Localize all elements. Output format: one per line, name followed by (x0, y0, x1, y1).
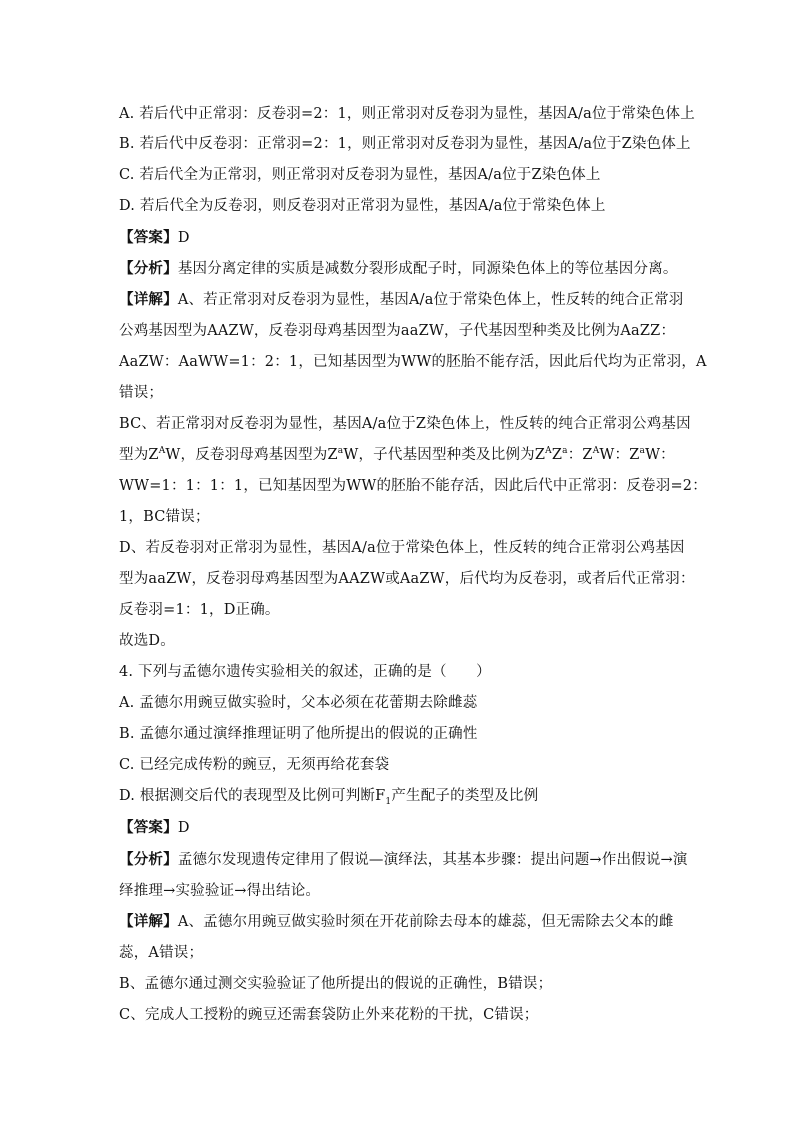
detail-tag: 【详解】 (119, 291, 178, 308)
q4-detail-line: 蕊，A错误； (119, 945, 204, 961)
q3-detail-line: 公鸡基因型为AAZW，反卷羽母鸡基因型为aaZW，子代基因型种类及比例为AaZZ： (119, 323, 676, 339)
q4-stem: 4. 下列与孟德尔遗传实验相关的叙述，正确的是（ ） (119, 664, 491, 680)
q3-detail-line: WW=1：1：1：1，已知基因型为WW的胚胎不能存活，因此后代中正常羽：反卷羽=2： (119, 478, 707, 494)
q3-option-d: D. 若后代全为反卷羽，则反卷羽对正常羽为显性，基因A/a位于常染色体上 (119, 198, 606, 214)
analysis-text: 基因分离定律的实质是减数分裂形成配子时，同源染色体上的等位基因分离。 (177, 261, 678, 277)
q4-detail-line (119, 912, 679, 932)
analysis-tag: 【分析】 (119, 260, 178, 277)
answer-tag: 【答案】 (119, 229, 178, 246)
q3-option-b: B. 若后代中反卷羽：正常羽=2：1，则正常羽对反卷羽为显性，基因A/a位于Z染色体上 (119, 136, 691, 152)
answer-value: D (177, 820, 190, 836)
analysis-tag: 【分析】 (119, 851, 178, 868)
q4-answer (119, 818, 679, 838)
q3-answer (119, 228, 679, 248)
q3-conclusion: 故选D。 (119, 633, 175, 649)
q4-option-c: C. 已经完成传粉的豌豆，无须再给花套袋 (119, 757, 390, 773)
q3-detail-line: AaZW：AaWW=1：2：1，已知基因型为WW的胚胎不能存活，因此后代均为正常羽，A (119, 354, 707, 370)
q4-analysis-line: 绎推理→实验验证→得出结论。 (119, 883, 321, 899)
q4-detail-line: B、孟德尔通过测交实验验证了他所提出的假说的正确性，B错误； (119, 976, 553, 992)
detail-tag: 【详解】 (119, 913, 178, 930)
q3-option-c: C. 若后代全为正常羽，则正常羽对反卷羽为显性，基因A/a位于Z染色体上 (119, 167, 601, 183)
q3-detail-line (119, 290, 684, 310)
detail-text: A、若正常羽对反卷羽为显性，基因A/a位于常染色体上，性反转的纯合正常羽 (177, 292, 684, 308)
q3-detail-line: 型为aaZW，反卷羽母鸡基因型为AAZW或AaZW，后代均为反卷羽，或者后代正常羽： (119, 571, 695, 587)
q3-detail-line: 型为$Z^AW$，反卷羽母鸡基因型为$Z^aW$，子代基因型种类及比例为$Z^AZ^a$：$Z^AW$：$Z^aW$： (119, 446, 675, 463)
q3-detail-line: BC、若正常羽对反卷羽为显性，基因A/a位于Z染色体上，性反转的纯合正常羽公鸡基因 (119, 416, 691, 432)
q4-option-a: A. 孟德尔用豌豆做实验时，父本必须在花蕾期去除雌蕊 (119, 695, 478, 711)
q3-detail-line: 1，BC错误； (119, 509, 210, 525)
analysis-text: 孟德尔发现遗传定律用了假说—演绎法，其基本步骤：提出问题→作出假说→演 (177, 852, 688, 868)
q4-option-d: D. 根据测交后代的表现型及比例可判断$F_1$产生配子的类型及比例 (119, 788, 539, 807)
q4-detail-line: C、完成人工授粉的豌豆还需套袋防止外来花粉的干扰，C错误； (119, 1007, 539, 1023)
q3-detail-line: D、若反卷羽对正常羽为显性，基因A/a位于常染色体上，性反转的纯合正常羽公鸡基因 (119, 540, 685, 556)
q4-option-b: B. 孟德尔通过演绎推理证明了他所提出的假说的正确性 (119, 726, 478, 742)
q3-detail-line: 反卷羽=1：1，D正确。 (119, 602, 280, 618)
q3-option-a: A. 若后代中正常羽：反卷羽=2：1，则正常羽对反卷羽为显性，基因A/a位于常染色体上 (119, 106, 695, 122)
answer-tag: 【答案】 (119, 819, 178, 836)
q4-analysis (119, 850, 688, 870)
answer-value: D (177, 230, 190, 246)
detail-text: A、孟德尔用豌豆做实验时须在开花前除去母本的雄蕊，但无需除去父本的雌 (177, 914, 674, 930)
q3-analysis (119, 259, 679, 279)
q3-detail-line: 错误； (119, 385, 164, 401)
